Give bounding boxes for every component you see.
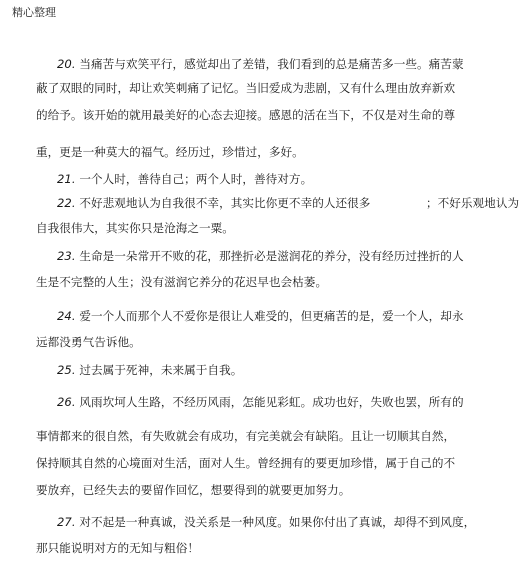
text-line — [57, 309, 464, 323]
line-text: 自我很伟大，其实你只是沧海之一粟。 — [36, 221, 234, 235]
line-text: 那只能说明对方的无知与粗俗！ — [36, 541, 200, 555]
text-line — [57, 57, 464, 71]
line-text: 的给予。该开始的就用最美好的心态去迎接。感恩的活在当下，不仅是对生命的尊 — [36, 108, 456, 122]
item-number: 21. — [57, 172, 76, 186]
text-line — [57, 363, 242, 377]
item-number: 20. — [57, 57, 76, 71]
line-text: 一个人时，善待自己；两个人时，善待对方。 — [79, 172, 313, 186]
line-text: 蔽了双眼的同时，却让欢笑刺痛了记忆。当旧爱成为悲剧，又有什么理由放弃新欢 — [36, 81, 456, 95]
item-number: 26. — [57, 395, 76, 409]
text-line — [36, 335, 141, 349]
line-text: 要放弃，已经失去的要留作回忆，想要得到的就要更加努力。 — [36, 483, 351, 497]
line-text: 对不起是一种真诚，没关系是一种风度。如果你付出了真诚，却得不到风度， — [79, 515, 476, 529]
text-line — [36, 483, 350, 497]
text-line — [36, 108, 455, 122]
line-text: 重，更是一种莫大的福气。经历过，珍惜过，多好。 — [36, 145, 304, 159]
line-text: 风雨坎坷人生路，不经历风雨，怎能见彩虹。成功也好，失败也罢，所有的 — [79, 395, 464, 409]
text-line — [57, 395, 464, 409]
text-line — [36, 429, 455, 443]
line-text: 远都没勇气告诉他。 — [36, 335, 141, 349]
header-label: 精心整理 — [12, 6, 56, 19]
text-line — [36, 541, 199, 555]
text-line — [57, 172, 312, 186]
line-text: 生命是一朵常开不败的花，那挫折必是滋润花的养分，没有经历过挫折的人 — [79, 249, 464, 263]
text-line — [36, 145, 304, 159]
item-number: 25. — [57, 363, 76, 377]
line-text-tail: ；不好乐观地认为 — [425, 196, 519, 210]
text-line — [57, 196, 519, 210]
text-line — [36, 221, 234, 235]
line-text: 爱一个人而那个人不爱你是很让人难受的，但更痛苦的是，爱一个人，却永 — [79, 309, 464, 323]
item-number: 23. — [57, 249, 76, 263]
text-line — [36, 81, 455, 95]
item-number: 22. — [57, 196, 76, 210]
text-line — [57, 249, 464, 263]
line-text: 不好悲观地认为自我很不幸，其实比你更不幸的人还很多 — [79, 196, 371, 210]
text-line — [57, 515, 475, 529]
line-text: 保持顺其自然的心境面对生活，面对人生。曾经拥有的要更加珍惜，属于自己的不 — [36, 456, 456, 470]
text-line — [36, 275, 327, 289]
item-number: 24. — [57, 309, 76, 323]
line-text: 过去属于死神，未来属于自我。 — [79, 363, 243, 377]
item-number: 27. — [57, 515, 76, 529]
text-line — [36, 456, 455, 470]
line-text: 事情都来的很自然，有失败就会有成功，有完美就会有缺陷。且让一切顺其自然， — [36, 429, 456, 443]
line-text: 当痛苦与欢笑平行，感觉却出了差错，我们看到的总是痛苦多一些。痛苦蒙 — [79, 57, 464, 71]
line-text: 生是不完整的人生；没有滋润它养分的花迟早也会枯萎。 — [36, 275, 328, 289]
